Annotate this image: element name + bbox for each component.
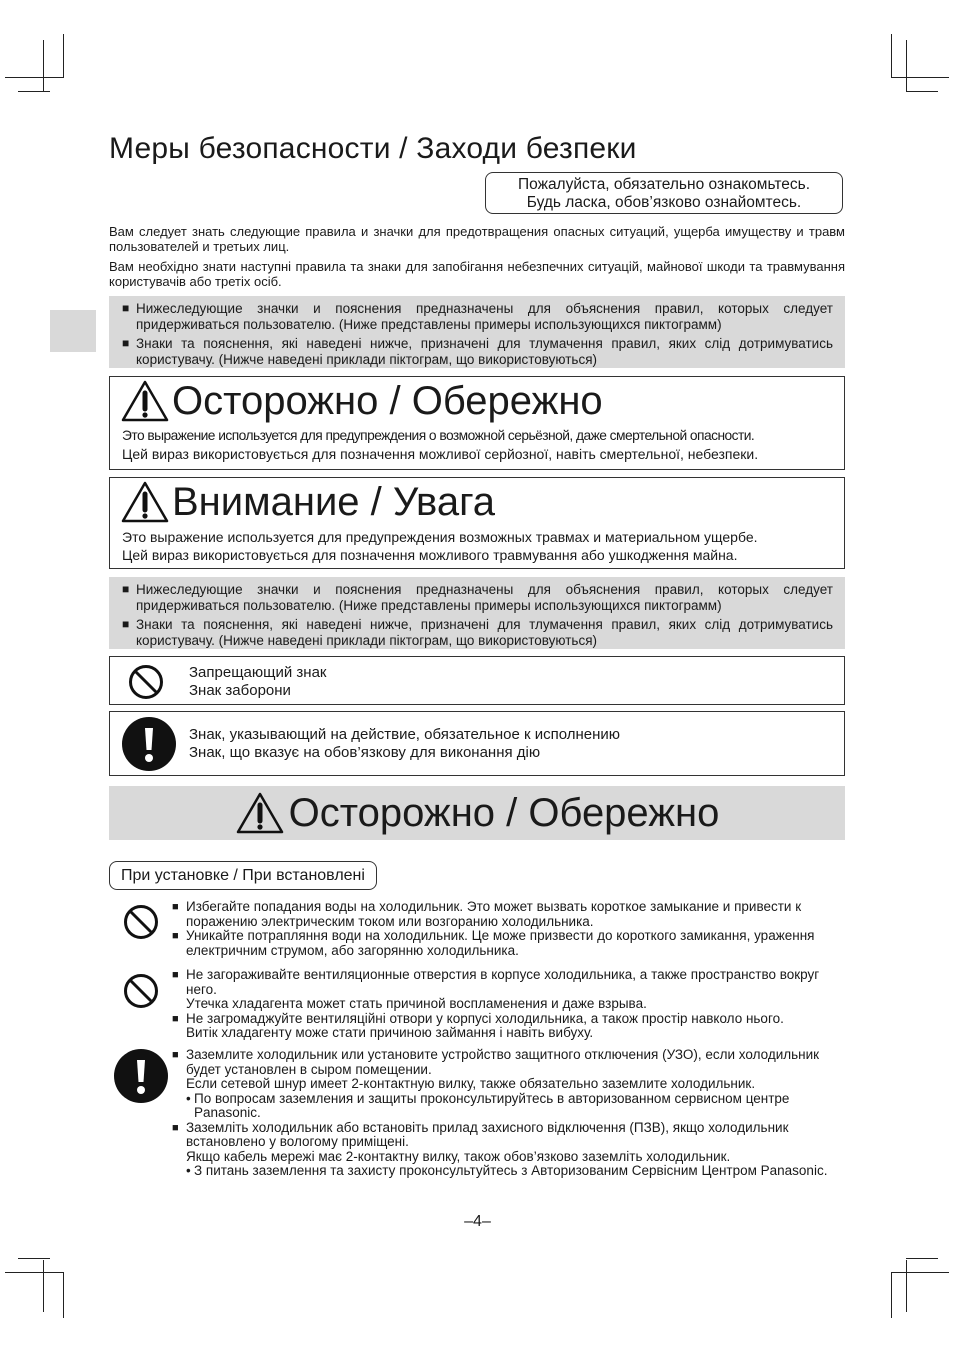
page-title: Меры безопасности / Заходи безпеки bbox=[109, 132, 637, 165]
caution-heading-text: Осторожно / Обережно bbox=[172, 379, 603, 423]
warning-heading-text: Внимание / Увага bbox=[172, 480, 496, 524]
install-item: ■ Избегайте попадания воды на холодильник. Это может вызвать короткое замыкание и привести к поражению электрическим током или возгоранию холодильника. bbox=[172, 900, 845, 929]
warning-frame bbox=[109, 477, 845, 569]
pictogram-note-ru: ■ Нижеследующие значки и пояснения предназначены для объяснения правил, которых следует придерживаться пользователю. (Ниже представлены примеры использующихся пиктограмм) bbox=[122, 582, 833, 613]
exclamation-mandatory-icon bbox=[122, 717, 176, 771]
mandatory-sign-box bbox=[109, 711, 845, 776]
crop-mark bbox=[906, 91, 938, 92]
pictogram-note-panel-2 bbox=[109, 577, 845, 649]
notice-box bbox=[485, 172, 843, 214]
prohibition-icon bbox=[123, 904, 159, 940]
prohibit-sign-label bbox=[189, 664, 326, 700]
crop-mark bbox=[906, 40, 907, 92]
crop-mark bbox=[43, 1260, 44, 1312]
warning-desc-ru: Это выражение используется для предупреждения возможных травмах и материальном ущербе. bbox=[122, 529, 758, 545]
crop-mark bbox=[891, 34, 892, 78]
intro-ua: Вам необхідно знати наступні правила та знаки для запобігання небезпечних ситуацій, майнової шкоди та травмування користувачів або третіх осіб. bbox=[109, 259, 845, 289]
pictogram-note-ru: ■ Нижеследующие значки и пояснения предназначены для объяснения правил, которых следует придерживаться пользователю. (Ниже представлены примеры использующихся пиктограмм) bbox=[122, 301, 833, 332]
warning-desc-ua: Цей вираз використовується для позначення можливого травмування або ушкодження майна. bbox=[122, 547, 738, 563]
crop-mark bbox=[906, 1260, 907, 1312]
prohibit-sign-ru: Запрещающий знак bbox=[189, 664, 327, 681]
crop-mark bbox=[18, 1258, 50, 1259]
install-group-ventilation bbox=[172, 968, 845, 1041]
caution-banner bbox=[109, 786, 845, 840]
install-item: ■ Не загромаджуйте вентиляційні отвори у корпусі холодильника, а також простір навколо нього. bbox=[172, 1012, 845, 1027]
mandatory-sign-label bbox=[189, 726, 620, 762]
crop-mark bbox=[63, 34, 64, 78]
crop-mark bbox=[891, 1272, 949, 1273]
warning-triangle-icon bbox=[120, 379, 170, 423]
notice-line-ua: Будь ласка, обов’язково ознайомтесь. bbox=[526, 194, 802, 211]
crop-mark bbox=[5, 1272, 63, 1273]
crop-mark bbox=[43, 40, 44, 92]
section-tab-marker bbox=[50, 310, 96, 352]
pictogram-note-panel bbox=[109, 296, 845, 368]
warning-triangle-icon bbox=[235, 791, 285, 835]
intro-ru: Вам следует знать следующие правила и значки для предотвращения опасных ситуаций, ущерба имуществу и травм пользователей и третьих лиц. bbox=[109, 224, 845, 254]
install-item-note: Якщо кабель мережі має 2-контактну вилку, також обов’язково заземліть холодильник. bbox=[186, 1148, 731, 1164]
install-item: ■ Заземліть холодильник або встановіть прилад захисного відключення (ПЗВ), якщо холодильник встановлено у вологому приміщені. bbox=[172, 1121, 845, 1150]
install-item: ■ Не загораживайте вентиляционные отверстия в корпусе холодильника, а также пространство вокруг него. bbox=[172, 968, 845, 997]
crop-mark bbox=[891, 77, 949, 78]
page-number: –4– bbox=[464, 1213, 491, 1230]
install-section-heading: При установке / При встановлені bbox=[109, 861, 377, 890]
caution-desc-ru: Это выражение используется для предупреждения о возможной серьёзной, даже смертельной опасности. bbox=[122, 428, 755, 443]
install-group-water bbox=[172, 900, 845, 958]
pictogram-note-ua: ■ Знаки та пояснення, які наведені нижче, призначені для тлумачення правил, яких слід дотримуватись користувачу. (Нижче наведені приклади піктограм, що використовуються) bbox=[122, 617, 833, 648]
crop-mark bbox=[18, 91, 50, 92]
prohibit-sign-ua: Знак заборони bbox=[189, 682, 291, 699]
prohibition-icon bbox=[123, 973, 159, 1009]
crop-mark bbox=[63, 1272, 64, 1318]
install-item: ■ Уникайте потрапляння води на холодильник. Це може призвести до короткого замикання, ураження електричним струмом, або загорянню холодильника. bbox=[172, 929, 845, 958]
caution-frame bbox=[109, 376, 845, 470]
install-item-sub: • По вопросам заземления и защиты проконсультируйтесь в авторизованном сервисном центре Panasonic. bbox=[172, 1092, 845, 1121]
crop-mark bbox=[891, 1272, 892, 1318]
exclamation-mandatory-icon bbox=[114, 1049, 168, 1103]
install-item-note: Утечка хладагента может стать причиной воспламенения и даже взрыва. bbox=[186, 996, 647, 1011]
crop-mark bbox=[906, 1258, 938, 1259]
caution-desc-ua: Цей вираз використовується для позначення можливої серйозної, навіть смертельної, небезпеки. bbox=[122, 446, 759, 462]
prohibit-sign-box bbox=[109, 656, 845, 705]
install-item: ■ Заземлите холодильник или установите устройство защитного отключения (УЗО), если холодильник будет установлен в сыром помещении. bbox=[172, 1048, 845, 1077]
mandatory-sign-ru: Знак, указывающий на действие, обязательное к исполнению bbox=[189, 726, 621, 743]
pictogram-note-ua: ■ Знаки та пояснення, які наведені нижче, призначені для тлумачення правил, яких слід дотримуватись користувачу. (Нижче наведені приклади піктограм, що використовуються) bbox=[122, 336, 833, 367]
caution-banner-text: Осторожно / Обережно bbox=[288, 791, 720, 835]
crop-mark bbox=[5, 77, 63, 78]
install-item-sub: • З питань заземлення та захисту проконсультуйтесь з Авторизованим Сервісним Центром Panasonic. bbox=[172, 1164, 845, 1179]
install-item-note: Если сетевой шнур имеет 2-контактную вилку, также обязательно заземлите холодильник. bbox=[186, 1076, 756, 1091]
warning-triangle-icon bbox=[120, 480, 170, 524]
install-group-grounding bbox=[172, 1048, 845, 1179]
prohibition-icon bbox=[128, 664, 164, 700]
caution-heading bbox=[120, 379, 603, 423]
install-item-note: Витік хладагенту може стати причиною займання і навіть вибуху. bbox=[186, 1025, 594, 1040]
notice-line-ru: Пожалуйста, обязательно ознакомьтесь. bbox=[517, 176, 811, 193]
mandatory-sign-ua: Знак, що вказує на обов’язкову для виконання дію bbox=[189, 744, 541, 761]
warning-heading bbox=[120, 480, 495, 524]
